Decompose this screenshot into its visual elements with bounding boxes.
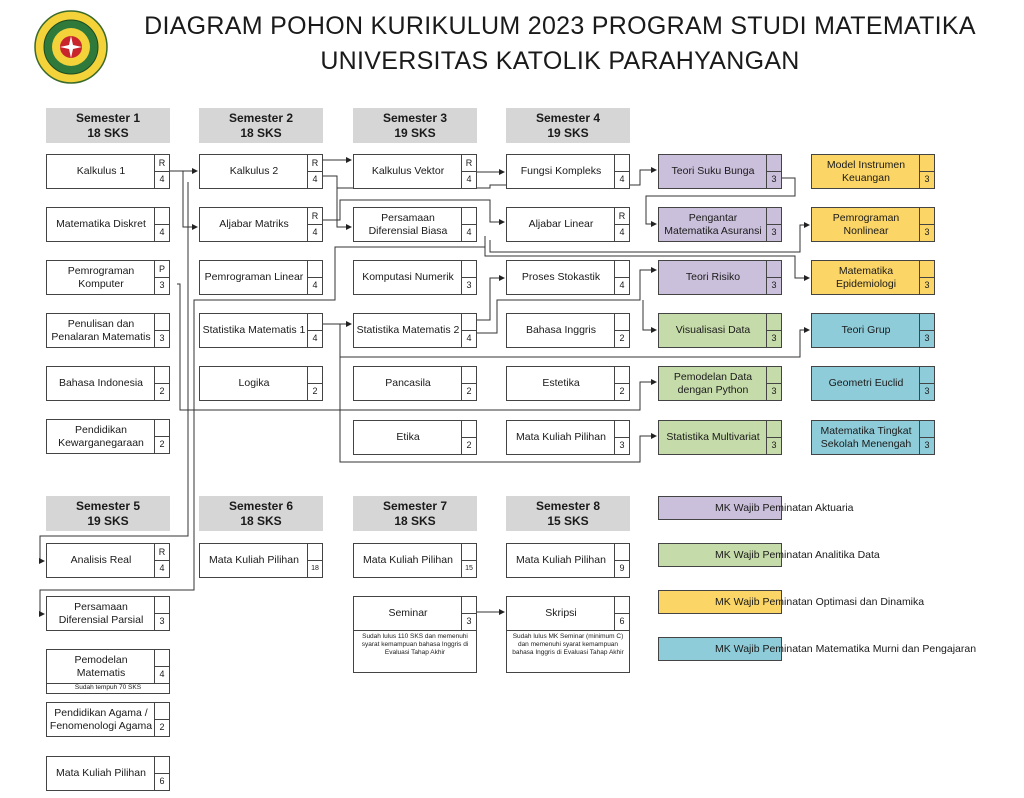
course-proses-stokastik: Proses Stokastik 4 — [506, 260, 630, 295]
course-mata-kuliah-pilihan-s7: Mata Kuliah Pilihan 15 — [353, 543, 477, 578]
course-kalkulus-vektor: Kalkulus Vektor R 4 — [353, 154, 477, 189]
semester-5-header: Semester 5 19 SKS — [46, 496, 170, 531]
page-subtitle: UNIVERSITAS KATOLIK PARAHYANGAN — [320, 47, 800, 75]
course-matematika-epidemiologi: Matematika Epidemiologi 3 — [811, 260, 935, 295]
course-matematika-diskret: Matematika Diskret 4 — [46, 207, 170, 242]
course-model-instrumen-keuangan: Model Instrumen Keuangan 3 — [811, 154, 935, 189]
course-kalkulus-2: Kalkulus 2 R 4 — [199, 154, 323, 189]
course-aljabar-linear: Aljabar Linear R 4 — [506, 207, 630, 242]
legend-label-aktuaria: MK Wajib Peminatan Aktuaria — [715, 502, 854, 514]
course-kalkulus-1: Kalkulus 1 R 4 — [46, 154, 170, 189]
semester-8-header: Semester 8 15 SKS — [506, 496, 630, 531]
course-mata-kuliah-pilihan-s4: Mata Kuliah Pilihan 3 — [506, 420, 630, 455]
course-pengantar-matematika-asuransi: Pengantar Matematika Asuransi 3 — [658, 207, 782, 242]
course-analisis-real: Analisis Real R 4 — [46, 543, 170, 578]
course-aljabar-matriks: Aljabar Matriks R 4 — [199, 207, 323, 242]
course-teori-suku-bunga: Teori Suku Bunga 3 — [658, 154, 782, 189]
edge-statmat2-prosesstok — [477, 278, 504, 320]
course-statistika-multivariat: Statistika Multivariat 3 — [658, 420, 782, 455]
course-bahasa-indonesia: Bahasa Indonesia 2 — [46, 366, 170, 401]
course-pendidikan-agama: Pendidikan Agama / Fenomenologi Agama 2 — [46, 702, 170, 737]
semester-6-header: Semester 6 18 SKS — [199, 496, 323, 531]
course-geometri-euclid: Geometri Euclid 3 — [811, 366, 935, 401]
semester-3-header: Semester 3 19 SKS — [353, 108, 477, 143]
course-persamaan-diferensial-biasa: Persamaan Diferensial Biasa 4 — [353, 207, 477, 242]
course-mata-kuliah-pilihan-s8: Mata Kuliah Pilihan 9 — [506, 543, 630, 578]
course-statistika-matematis-2: Statistika Matematis 2 4 — [353, 313, 477, 348]
semester-2-header: Semester 2 18 SKS — [199, 108, 323, 143]
semester-4-header: Semester 4 19 SKS — [506, 108, 630, 143]
course-etika: Etika 2 — [353, 420, 477, 455]
note-seminar: Sudah lulus 110 SKS dan memenuhi syarat kemampuan bahasa Inggris di Evaluasi Tahap Akhir — [353, 631, 477, 673]
course-pendidikan-kewarganegaraan: Pendidikan Kewarganegaraan 2 — [46, 419, 170, 454]
course-pemrograman-nonlinear: Pemrograman Nonlinear 3 — [811, 207, 935, 242]
course-fungsi-kompleks: Fungsi Kompleks 4 — [506, 154, 630, 189]
course-logika: Logika 2 — [199, 366, 323, 401]
course-persamaan-diferensial-parsial: Persamaan Diferensial Parsial 3 — [46, 596, 170, 631]
course-visualisasi-data: Visualisasi Data 3 — [658, 313, 782, 348]
course-penulisan-penalaran: Penulisan dan Penalaran Matematis 3 — [46, 313, 170, 348]
course-statistika-matematis-1: Statistika Matematis 1 4 — [199, 313, 323, 348]
course-pancasila: Pancasila 2 — [353, 366, 477, 401]
course-teori-risiko: Teori Risiko 3 — [658, 260, 782, 295]
course-pemodelan-data-python: Pemodelan Data dengan Python 3 — [658, 366, 782, 401]
course-pemodelan-matematis: Pemodelan Matematis 4 — [46, 649, 170, 684]
course-seminar: Seminar 3 — [353, 596, 477, 631]
edge-to-visualisasi — [643, 300, 656, 330]
legend-label-optimasi: MK Wajib Peminatan Optimasi dan Dinamika — [715, 596, 925, 608]
edge-kalkulus1-aljabarmatriks — [183, 171, 197, 227]
semester-1-header: Semester 1 18 SKS — [46, 108, 170, 143]
semester-7-header: Semester 7 18 SKS — [353, 496, 477, 531]
course-matematika-sekolah-menengah: Matematika Tingkat Sekolah Menengah 3 — [811, 420, 935, 455]
course-mata-kuliah-pilihan-s6: Mata Kuliah Pilihan 18 — [199, 543, 323, 578]
note-pemodelan-matematis: Sudah tempuh 70 SKS — [46, 684, 170, 694]
legend-label-murni: MK Wajib Peminatan Matematika Murni dan Pengajaran — [715, 643, 977, 655]
course-teori-grup: Teori Grup 3 — [811, 313, 935, 348]
course-pemrograman-linear: Pemrograman Linear 4 — [199, 260, 323, 295]
course-komputasi-numerik: Komputasi Numerik 3 — [353, 260, 477, 295]
course-mata-kuliah-pilihan-s5: Mata Kuliah Pilihan 6 — [46, 756, 170, 791]
course-estetika: Estetika 2 — [506, 366, 630, 401]
legend-label-analitika: MK Wajib Peminatan Analitika Data — [715, 549, 880, 561]
course-bahasa-inggris: Bahasa Inggris 2 — [506, 313, 630, 348]
page-title: DIAGRAM POHON KURIKULUM 2023 PROGRAM STUDI MATEMATIKA — [144, 12, 976, 40]
course-skripsi: Skripsi 6 — [506, 596, 630, 631]
note-skripsi: Sudah lulus MK Seminar (minimum C) dan memenuhi syarat kemampuan bahasa Inggris di Evaluasi Tahap Akhir — [506, 631, 630, 673]
course-pemrograman-komputer: Pemrograman Komputer P 3 — [46, 260, 170, 295]
